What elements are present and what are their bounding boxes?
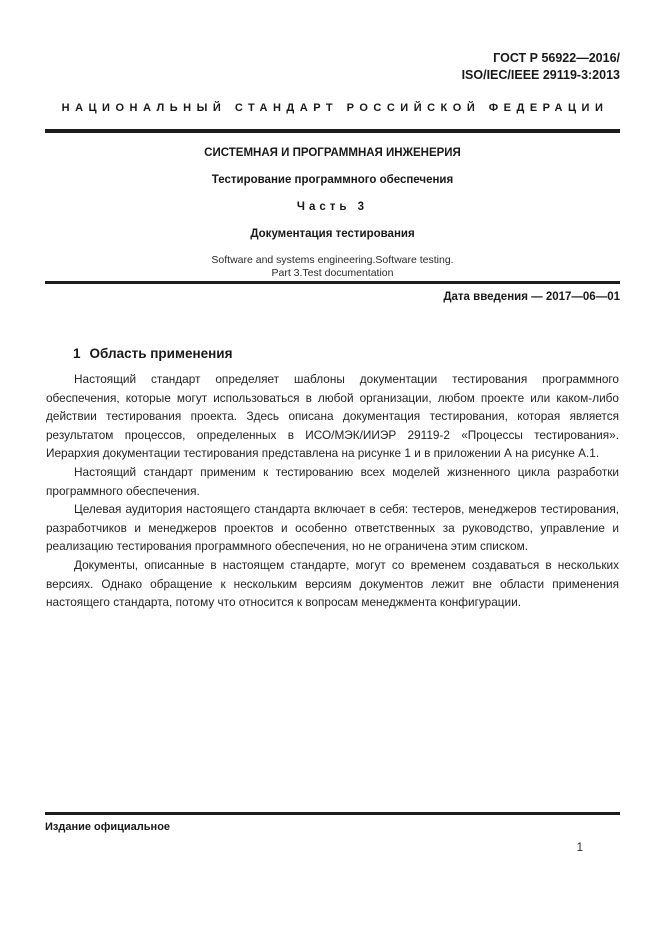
part-title: Часть 3 bbox=[296, 201, 369, 213]
title-rule bbox=[45, 281, 620, 284]
section-body bbox=[46, 370, 619, 612]
section-title: Область применения bbox=[89, 346, 233, 361]
body-paragraph: Целевая аудитория настоящего стандарта включает в себя: тестеров, менеджеров тестирования, разработчиков и менеджеров проектов и особенно ответственных за руководство, управление и реализацию тестирования программного обеспечения, но не ограничена этим списком. bbox=[46, 502, 619, 554]
doc-number-block bbox=[462, 50, 620, 84]
standard-subtitle: Документация тестирования bbox=[250, 228, 415, 240]
section-number: 1 bbox=[73, 346, 81, 361]
national-standard-banner: НАЦИОНАЛЬНЫЙ СТАНДАРТ РОССИЙСКОЙ ФЕДЕРАЦИИ bbox=[61, 102, 609, 114]
header-rule bbox=[45, 129, 620, 133]
body-paragraph: Документы, описанные в настоящем стандарте, могут со временем создаваться в нескольких версиях. Однако обращение к нескольким версиям документов лежит вне области применения настоящего стандарта, потому что относится к вопросам менеджмента конфигурации. bbox=[46, 557, 619, 610]
subject-title: СИСТЕМНАЯ И ПРОГРАММНАЯ ИНЖЕНЕРИЯ bbox=[204, 147, 461, 159]
body-paragraph: Настоящий стандарт определяет шаблоны документации тестирования программного обеспечения, которые могут использоваться в любой организации, любом проекте или каком-либо действии тестирования проекта. Здесь описана документация тестирования, которая является результатом процессов, определенных в ИСО/МЭК/ИИЭР 29119-2 «Процессы тестирования». Иерархия документации тестирования представлена на рисунке 1 и в приложении А на рисунке А.1. bbox=[46, 372, 619, 461]
english-title-line2: Part 3.Test documentation bbox=[271, 267, 394, 279]
doc-number-iso: ISO/IEC/IEEE 29119-3:2013 bbox=[461, 68, 620, 82]
edition-note: Издание официальное bbox=[45, 821, 171, 833]
footer-rule bbox=[45, 812, 620, 815]
english-title-line1: Software and systems engineering.Software testing. bbox=[211, 254, 454, 266]
body-paragraph: Настоящий стандарт применим к тестированию всех моделей жизненного цикла разработки программного обеспечения. bbox=[46, 464, 619, 498]
effective-date: Дата введения — 2017—06—01 bbox=[443, 291, 620, 303]
standard-title: Тестирование программного обеспечения bbox=[211, 174, 454, 186]
page-number: 1 bbox=[576, 842, 583, 854]
doc-number-gost: ГОСТ Р 56922—2016/ bbox=[493, 51, 620, 65]
section-heading bbox=[73, 346, 232, 361]
title-block bbox=[45, 146, 620, 280]
